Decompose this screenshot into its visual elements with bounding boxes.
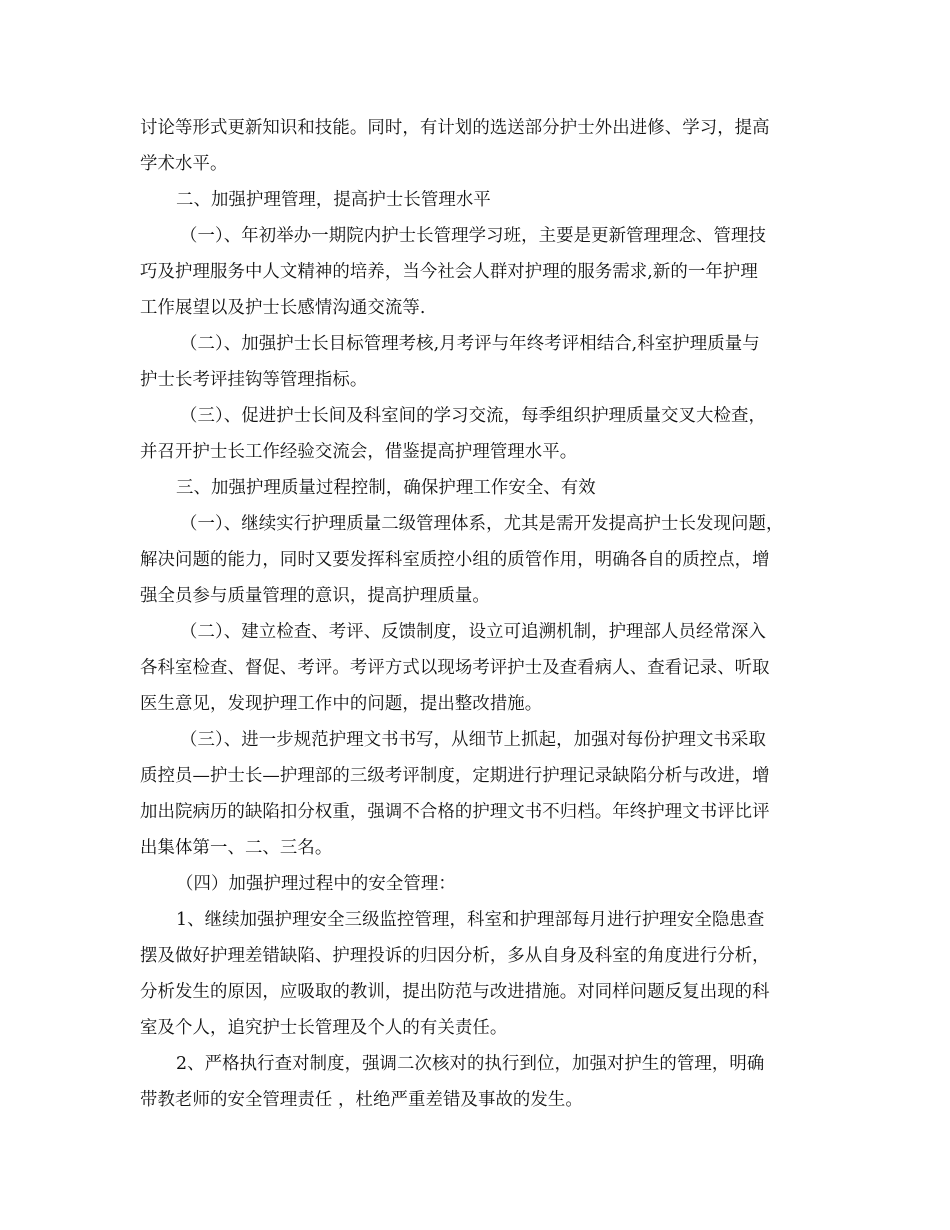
body-text-line: 2、严格执行查对制度，强调二次核对的执行到位，加强对护生的管理，明确	[176, 1054, 765, 1074]
body-text-line: 质控员—护士长—护理部的三级考评制度，定期进行护理记录缺陷分析与改进，增	[140, 766, 770, 786]
body-text-line: 并召开护士长工作经验交流会，借鉴提高护理管理水平。	[140, 442, 578, 462]
body-text-line: 分析发生的原因，应吸取的教训，提出防范与改进措施。对同样问题反复出现的科	[140, 982, 770, 1002]
body-text-line: （一）、年初举办一期院内护士长管理学习班，主要是更新管理理念、管理技	[180, 226, 766, 246]
body-text-line: 讨论等形式更新知识和技能。同时，有计划的选送部分护士外出进修、学习，提高	[140, 118, 770, 138]
body-text-line: 摆及做好护理差错缺陷、护理投诉的归因分析，多从自身及科室的角度进行分析，	[140, 946, 770, 966]
body-text-line: 强全员参与质量管理的意识，提高护理质量。	[140, 586, 490, 606]
body-text-line: 巧及护理服务中人文精神的培养，当今社会人群对护理的服务需求,新的一年护理	[140, 262, 758, 282]
body-text-line: （一）、继续实行护理质量二级管理体系，尤其是需开发提高护士长发现问题，	[180, 514, 784, 534]
body-text-line: （二）、建立检查、考评、反馈制度，设立可追溯机制，护理部人员经常深入	[180, 622, 766, 642]
subsection-heading: （四）加强护理过程中的安全管理：	[176, 874, 456, 894]
document-body	[140, 110, 820, 1118]
body-text-line: 各科室检查、督促、考评。考评方式以现场考评护士及查看病人、查看记录、听取	[140, 658, 770, 678]
body-text-line: 医生意见，发现护理工作中的问题，提出整改措施。	[140, 694, 543, 714]
section-heading: 二、加强护理管理，提高护士长管理水平	[176, 190, 491, 210]
body-text-line: 室及个人，追究护士长管理及个人的有关责任。	[140, 1018, 508, 1038]
body-text-line: （二）、加强护士长目标管理考核,月考评与年终考评相结合,科室护理质量与	[180, 334, 760, 354]
body-text-line: 带教老师的安全管理责任 ，杜绝严重差错及事故的发生。	[140, 1090, 583, 1110]
section-heading: 三、加强护理质量过程控制，确保护理工作安全、有效	[176, 478, 596, 498]
body-text-line: 解决问题的能力，同时又要发挥科室质控小组的质管作用，明确各自的质控点，增	[140, 550, 770, 570]
body-text-line: 加出院病历的缺陷扣分权重，强调不合格的护理文书不归档。年终护理文书评比评	[140, 802, 770, 822]
body-text-line: 工作展望以及护士长感情沟通交流等.	[140, 298, 426, 318]
body-text-line: 出集体第一、二、三名。	[140, 838, 333, 858]
body-text-line: （三）、促进护士长间及科室间的学习交流，每季组织护理质量交叉大检查，	[180, 406, 766, 426]
body-text-line: 1、继续加强护理安全三级监控管理，科室和护理部每月进行护理安全隐患查	[176, 910, 765, 930]
body-text-line: （三）、进一步规范护理文书书写，从细节上抓起，加强对每份护理文书采取	[180, 730, 766, 750]
body-text-line: 护士长考评挂钩等管理指标。	[140, 370, 368, 390]
body-text-line: 学术水平。	[140, 154, 228, 174]
